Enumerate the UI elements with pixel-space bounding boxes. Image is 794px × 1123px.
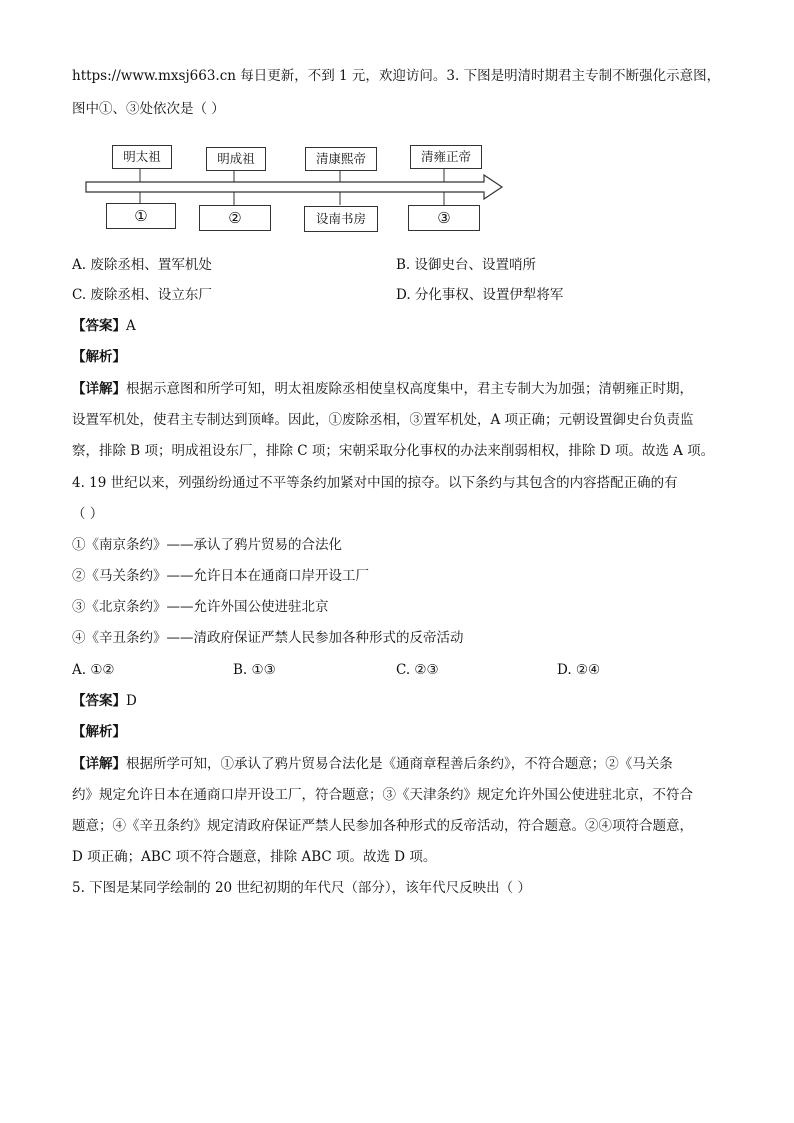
q5-stem-line1: 5. 下图是某同学绘制的 20 世纪初期的年代尺（部分），该年代尺反映出（ ）	[72, 880, 531, 896]
timeline-top-label-2: 明成祖	[206, 147, 266, 171]
q4-stem-line1: 4. 19 世纪以来，列强纷纷通过不平等条约加紧对中国的掠夺。以下条约与其包含的内容搭配正确的有	[72, 475, 678, 491]
q4-item-3: ③《北京条约》——允许外国公使进驻北京	[72, 599, 329, 615]
q3-detail-line2: 设置军机处，使君主专制达到顶峰。因此，①废除丞相，③置军机处，A 项正确；元朝设置御史台负责监	[72, 412, 694, 428]
q3-option-b: B. 设御史台、设置哨所	[396, 257, 537, 273]
q4-detail-line1	[72, 754, 673, 774]
timeline-top-label-3: 清康熙帝	[305, 147, 377, 171]
detail-label: 【详解】	[72, 756, 126, 772]
q3-option-d: D. 分化事权、设置伊犁将军	[396, 287, 564, 303]
q4-detail-line3: 题意；④《辛丑条约》规定清政府保证严禁人民参加各种形式的反帝活动，符合题意。②④项符合题意，	[72, 818, 693, 834]
q4-item-2: ②《马关条约》——允许日本在通商口岸开设工厂	[72, 568, 369, 584]
q3-detail-line3: 察，排除 B 项；明成祖设东厂，排除 C 项；宋朝采取分化事权的办法来削弱相权，排除 D 项。故选 A 项。	[72, 443, 715, 459]
q4-option-b: B. ①③	[233, 662, 276, 678]
answer-value: D	[126, 693, 137, 709]
timeline-bottom-label-2: ②	[199, 205, 271, 231]
q4-option-a: A. ①②	[72, 662, 115, 678]
detail-text: 根据所学可知，①承认了鸦片贸易合法化是《通商章程善后条约》，不符合题意；②《马关条	[126, 756, 673, 772]
q4-detail-line2: 约》规定允许日本在通商口岸开设工厂，符合题意；③《天津条约》规定允许外国公使进驻北京，不符合	[72, 787, 693, 803]
timeline-bottom-label-4: ③	[408, 205, 480, 231]
answer-value: A	[126, 318, 136, 334]
timeline-top-label-4: 清雍正帝	[410, 145, 482, 169]
timeline-bottom-label-3: 设南书房	[304, 206, 378, 232]
detail-text: 根据示意图和所学可知，明太祖废除丞相使皇权高度集中，君主专制大为加强；清朝雍正时期，	[126, 381, 693, 397]
q4-item-1: ①《南京条约》——承认了鸦片贸易的合法化	[72, 537, 342, 553]
q4-detail-line4: D 项正确；ABC 项不符合题意，排除 ABC 项。故选 D 项。	[72, 849, 437, 865]
q4-stem-line2: （ ）	[72, 506, 104, 522]
detail-label: 【详解】	[72, 381, 126, 397]
answer-label: 【答案】	[72, 318, 126, 334]
q4-option-d: D. ②④	[557, 662, 601, 678]
q3-detail-line1	[72, 379, 693, 399]
timeline-top-label-1: 明太祖	[112, 145, 172, 169]
q3-analysis-label: 【解析】	[72, 349, 126, 365]
q3-timeline-diagram	[72, 135, 532, 240]
q3-stem-line1: https://www.mxsj663.cn 每日更新，不到 1 元，欢迎访问。3. 下图是明清时期君主专制不断强化示意图，	[72, 68, 721, 84]
q3-option-c: C. 废除丞相、设立东厂	[72, 287, 212, 303]
q4-item-4: ④《辛丑条约》——清政府保证严禁人民参加各种形式的反帝活动	[72, 630, 464, 646]
answer-label: 【答案】	[72, 693, 126, 709]
q3-stem-line2: 图中①、③处依次是（ ）	[72, 101, 225, 117]
timeline-bottom-label-1: ①	[106, 203, 176, 229]
q3-option-a: A. 废除丞相、置军机处	[72, 257, 212, 273]
q4-option-c: C. ②③	[396, 662, 439, 678]
q3-answer	[72, 316, 136, 336]
q4-answer	[72, 691, 137, 711]
q4-analysis-label: 【解析】	[72, 724, 126, 740]
